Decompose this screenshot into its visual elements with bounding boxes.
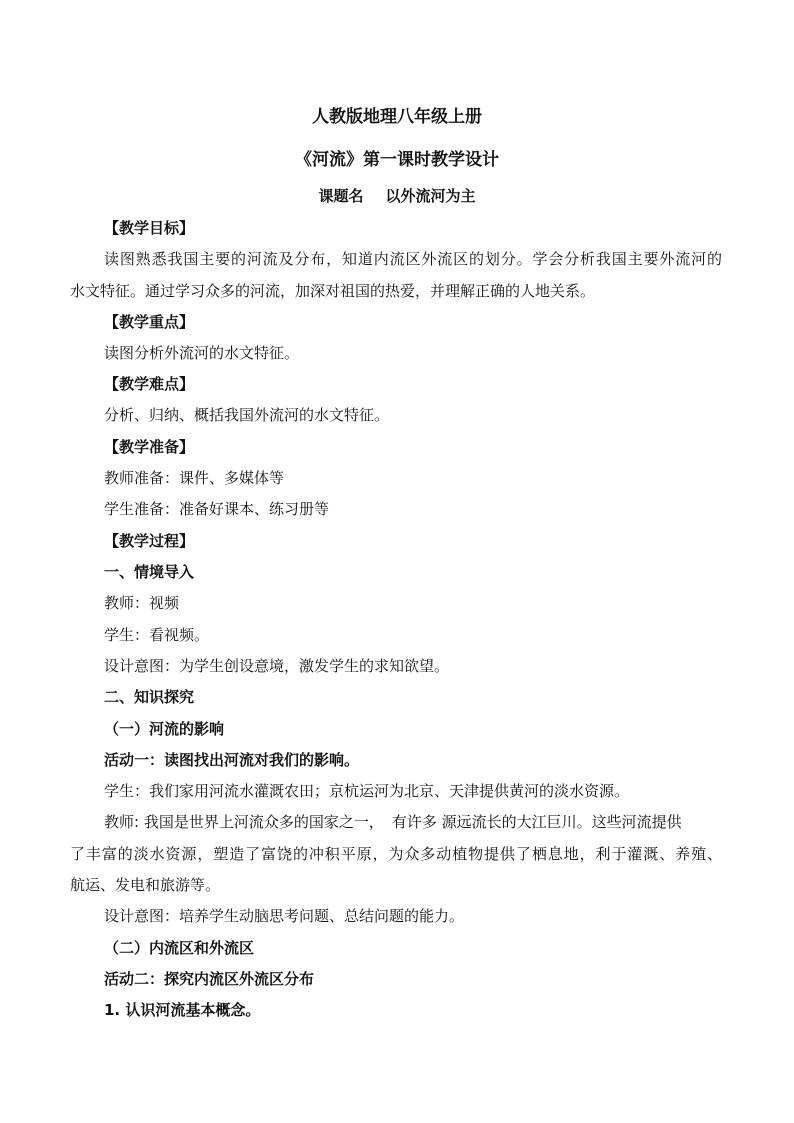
activity1-teacher-line-2: 了丰富的淡水资源，塑造了富饶的冲积平原，为众多动植物提供了栖息地，利于灌溉、养殖、 [70, 845, 722, 863]
topic-line [0, 186, 794, 206]
objectives-text-line-2: 水文特征。通过学习众多的河流，加深对祖国的热爱，并理解正确的人地关系。 [70, 282, 596, 300]
topic-value: 以外流河为主 [385, 187, 476, 205]
item1-heading: 1. 认识河流基本概念。 [104, 1001, 261, 1019]
difficult-points-heading: 【教学难点】 [104, 375, 195, 393]
activity1-teacher-line-1 [104, 812, 722, 832]
activity1-intent: 设计意图：培养学生动脑思考问题、总结问题的能力。 [104, 907, 465, 925]
intro-teacher: 教师：视频 [104, 594, 180, 612]
explore-heading: 二、知识探究 [104, 688, 195, 706]
difficult-points-text: 分析、归纳、概括我国外流河的水文特征。 [104, 406, 390, 424]
intro-heading: 一、情境导入 [104, 563, 195, 581]
student-preparation: 学生准备：准备好课本、练习册等 [104, 500, 330, 518]
objectives-heading: 【教学目标】 [104, 219, 195, 237]
process-heading: 【教学过程】 [104, 532, 195, 550]
preparation-heading: 【教学准备】 [104, 438, 195, 456]
activity1-teacher-line-1b: 有许多 源远流长的大江巨川。这些河流提供 [391, 813, 682, 831]
document-subtitle: 《河流》第一课时教学设计 [295, 150, 499, 170]
topic-label: 课题名 [318, 187, 364, 205]
intro-intent: 设计意图：为学生创设意境，激发学生的求知欲望。 [104, 657, 450, 675]
objectives-text-line-1: 读图熟悉我国主要的河流及分布，知道内流区外流区的划分。学会分析我国主要外流河的 [104, 250, 722, 268]
activity2-heading: 活动二：探究内流区外流区分布 [104, 970, 315, 988]
part1-heading: （一）河流的影响 [104, 720, 225, 738]
activity1-heading: 活动一：读图找出河流对我们的影响。 [104, 751, 360, 769]
key-points-heading: 【教学重点】 [104, 313, 195, 331]
activity1-teacher-line-3: 航运、发电和旅游等。 [70, 876, 221, 894]
intro-student: 学生：看视频。 [104, 626, 210, 644]
part2-heading: （二）内流区和外流区 [104, 939, 255, 957]
key-points-text: 读图分析外流河的水文特征。 [104, 344, 300, 362]
teacher-preparation: 教师准备：课件、多媒体等 [104, 469, 285, 487]
activity1-student: 学生：我们家用河流水灌溉农田；京杭运河为北京、天津提供黄河的淡水资源。 [104, 782, 630, 800]
document-title: 人教版地理八年级上册 [312, 107, 482, 127]
activity1-teacher-line-1a: 教师: 我国是世界上河流众多的国家之一， [104, 813, 384, 831]
